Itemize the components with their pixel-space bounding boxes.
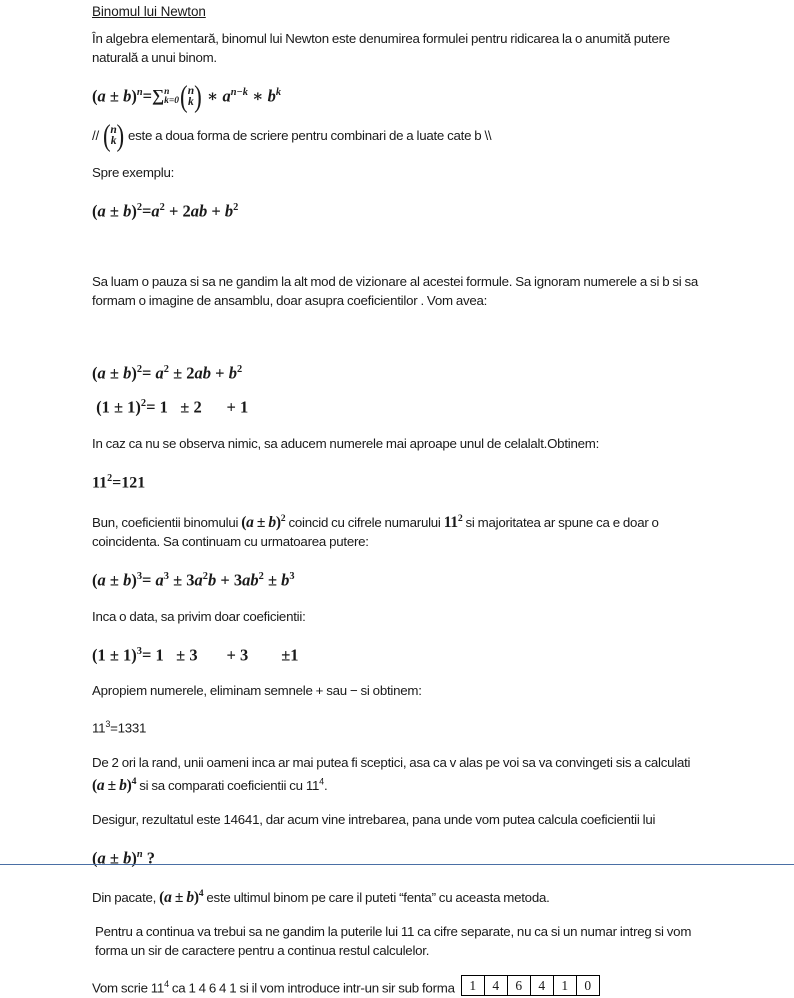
sigma-lower-limit: k=0 — [164, 96, 180, 107]
din-pacate-text-1: Din pacate, — [92, 890, 160, 906]
sigma-upper-limit: n — [164, 86, 170, 97]
spacer — [92, 344, 712, 359]
paragraph-intro: În algebra elementară, binomul lui Newton este denumirea formulei pentru ridicarea la o anumită putere naturală a unui binom. — [92, 31, 670, 65]
paragraph-vom-scrie-row — [92, 975, 712, 997]
spacer — [92, 20, 712, 29]
inline-formula-binom-squared: $(a \pm b)^2$ — [241, 513, 286, 532]
note-prefix: // — [92, 128, 102, 144]
note-suffix: este a doua forma de scriere pentru combinari de a luate cate b \\ — [124, 128, 492, 144]
binom-top: n — [187, 84, 195, 97]
digit-sequence-table — [461, 975, 600, 996]
spacer — [92, 869, 712, 884]
formula-square-expand-spaced: $(a \pm b)^2= a^2 \pm 2ab + b^2$ — [92, 363, 243, 383]
formula-cube-expand: $(a \pm b)^3= a^3 \pm 3a^2b + 3ab^2 \pm b^3$ — [92, 570, 295, 590]
binom-bottom: k — [188, 95, 194, 108]
paragraph-din-pacate — [92, 884, 712, 907]
digit-cell-0: 1 — [461, 976, 484, 996]
spacer — [92, 223, 712, 257]
spacer — [92, 700, 712, 715]
binomial-coefficient-inline: ( n k ) — [102, 118, 124, 153]
page-break-rule — [0, 864, 794, 865]
spacer — [92, 795, 712, 810]
formula-eleven-cubed: $11^3=1331$ — [92, 719, 147, 736]
formula-square-ones: $(1 \pm 1)^2= 1 \pm 2$ + 1 — [92, 397, 249, 417]
digit-cell-5: 0 — [576, 976, 599, 996]
vom-scrie-prefix: Vom scrie 11 — [92, 980, 165, 996]
document-content — [92, 0, 712, 998]
binom-top: n — [110, 123, 117, 136]
spacer — [92, 592, 712, 607]
paragraph-bun — [92, 509, 712, 551]
digit-cell-4: 1 — [553, 976, 576, 996]
formula-cube-ones: $(1 \pm 1)^3= 1 \pm 3$ + 3 ±1 — [92, 645, 299, 665]
paragraph-spre-exemplu: Spre exemplu: — [92, 165, 175, 181]
spacer — [92, 738, 712, 753]
spacer — [92, 148, 712, 163]
spacer — [92, 960, 712, 975]
de-2-ori-text-1: De 2 ori la rand, unii oameni inca ar mai putea fi sceptici, asa ca v alas pe voi sa va convingeti sis a calculati — [92, 754, 691, 770]
de-2-ori-text-3: . — [323, 777, 328, 793]
paragraph-in-caz: In caz ca nu se observa nimic, sa aducem numerele mai aproape unul de celalalt.Obtinem: — [92, 435, 600, 451]
binom-bottom: k — [110, 134, 117, 147]
binomial-coefficient: ( n k ) — [180, 79, 202, 114]
vom-scrie-exponent: 4 — [164, 979, 169, 990]
inline-formula-binom-fourth-2: $(a \pm b)^4$ — [159, 888, 204, 907]
formula-binomial-general: $(a \pm b)^n=\sum$ n k=0 ( n k ) ∗ $a^{n-k}$ ∗ $b^k$ — [92, 79, 282, 114]
formula-eleven-squared: $11^2=121$ — [92, 472, 146, 492]
spacer — [92, 257, 712, 272]
table-row — [461, 976, 599, 996]
paragraph-note-combinari — [92, 118, 712, 153]
spacer — [92, 384, 712, 393]
spacer — [92, 907, 712, 922]
spacer — [92, 182, 712, 197]
paragraph-pentru-a-continua: Pentru a continua va trebui sa ne gandim la puterile lui 11 ca cifre separate, nu ca si un numar intreg si vom forma un sir de caractere pentru a continua restul calculelor. — [95, 924, 692, 959]
spacer — [92, 494, 712, 509]
digit-cell-1: 4 — [484, 976, 507, 996]
formula-square-expand: $(a \pm b)^2=a^2 + 2ab + b^2$ — [92, 201, 239, 221]
bun-text-1: Bun, coeficientii binomului — [92, 515, 242, 531]
paragraph-inca-o-data: Inca o data, sa privim doar coeficientii: — [92, 608, 306, 624]
vom-scrie-suffix: ca 1 4 6 4 1 si il vom introduce intr-un sir sub forma — [168, 980, 455, 996]
spacer — [92, 551, 712, 566]
bun-text-2: coincid cu cifrele numarului — [285, 515, 444, 531]
spacer — [92, 453, 712, 468]
de-2-ori-text-2: si sa comparati coeficientii cu — [136, 777, 306, 793]
page-title: Binomul lui Newton — [92, 4, 206, 19]
paragraph-pauza: Sa luam o pauza si sa ne gandim la alt mod de vizionare al acestei formule. Sa ignoram numerele a si b si sa formam o imagine de ansamblu, doar asupra coeficientilor . Vom avea: — [92, 273, 699, 308]
paragraph-de-2-ori — [92, 753, 712, 795]
inline-formula-eleven-squared: $11^2$ — [443, 513, 463, 532]
paragraph-apropiem: Apropiem numerele, eliminam semnele + sau − si obtinem: — [92, 683, 422, 699]
vom-scrie-text-1 — [92, 975, 455, 997]
spacer — [92, 419, 712, 434]
spacer — [92, 310, 712, 344]
inline-eleven-fourth: $11^4$ — [305, 776, 324, 793]
inline-formula-binom-fourth: $(a \pm b)^4$ — [92, 775, 137, 794]
formula-binom-n-question: $(a \pm b)^n$ ? — [92, 848, 155, 868]
digit-cell-3: 4 — [530, 976, 553, 996]
bun-text-3: si majoritatea ar spune ca e doar o coincidenta. Sa continuam cu urmatoarea putere: — [92, 515, 659, 550]
spacer — [92, 626, 712, 641]
digit-cell-2: 6 — [507, 976, 530, 996]
spacer — [92, 666, 712, 681]
spacer — [92, 829, 712, 844]
din-pacate-text-2: este ultimul binom pe care il puteti “fenta” cu aceasta metoda. — [203, 890, 550, 906]
summation-symbol: ∑ n k=0 — [152, 85, 180, 107]
paragraph-desigur: Desigur, rezultatul este 14641, dar acum vine intrebarea, pana unde vom putea calcula coeficientii lui — [92, 811, 656, 827]
